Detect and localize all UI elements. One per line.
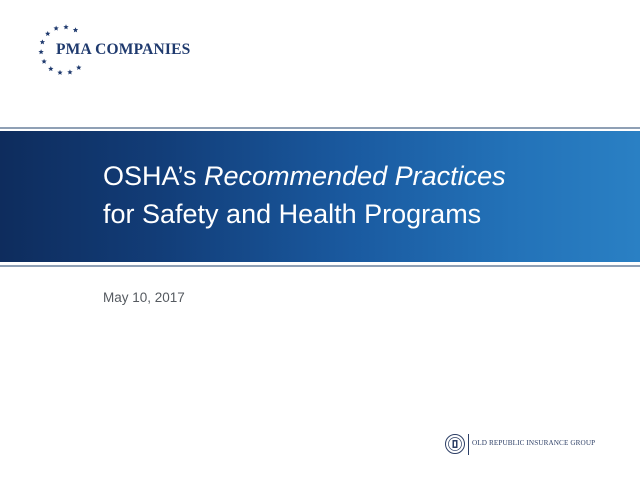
footer-org-name: OLD REPUBLIC INSURANCE GROUP [472,439,596,447]
presentation-date: May 10, 2017 [103,290,185,305]
logo-star [48,66,53,71]
footer-divider [468,434,469,455]
banner-top-rule [0,127,640,129]
title-emphasis: Recommended Practices [204,161,506,191]
logo-star [73,27,78,32]
logo-star [38,49,43,54]
logo-company-name: PMA COMPANIES [56,41,191,58]
seal-icon [444,433,466,455]
logo-star [76,65,81,70]
logo-star [40,39,45,44]
title-line-1 [103,157,506,195]
logo-star [57,70,62,75]
logo-star [41,59,46,64]
logo-star [63,24,68,29]
title-line-2: for Safety and Health Programs [103,199,482,229]
pma-companies-logo [36,22,226,78]
logo-star [67,69,72,74]
logo-star [53,26,58,31]
banner-bottom-rule [0,265,640,267]
logo-star [45,31,50,36]
title-part1: OSHA’s [103,161,205,191]
old-republic-logo [444,433,614,457]
slide-title [103,157,506,233]
